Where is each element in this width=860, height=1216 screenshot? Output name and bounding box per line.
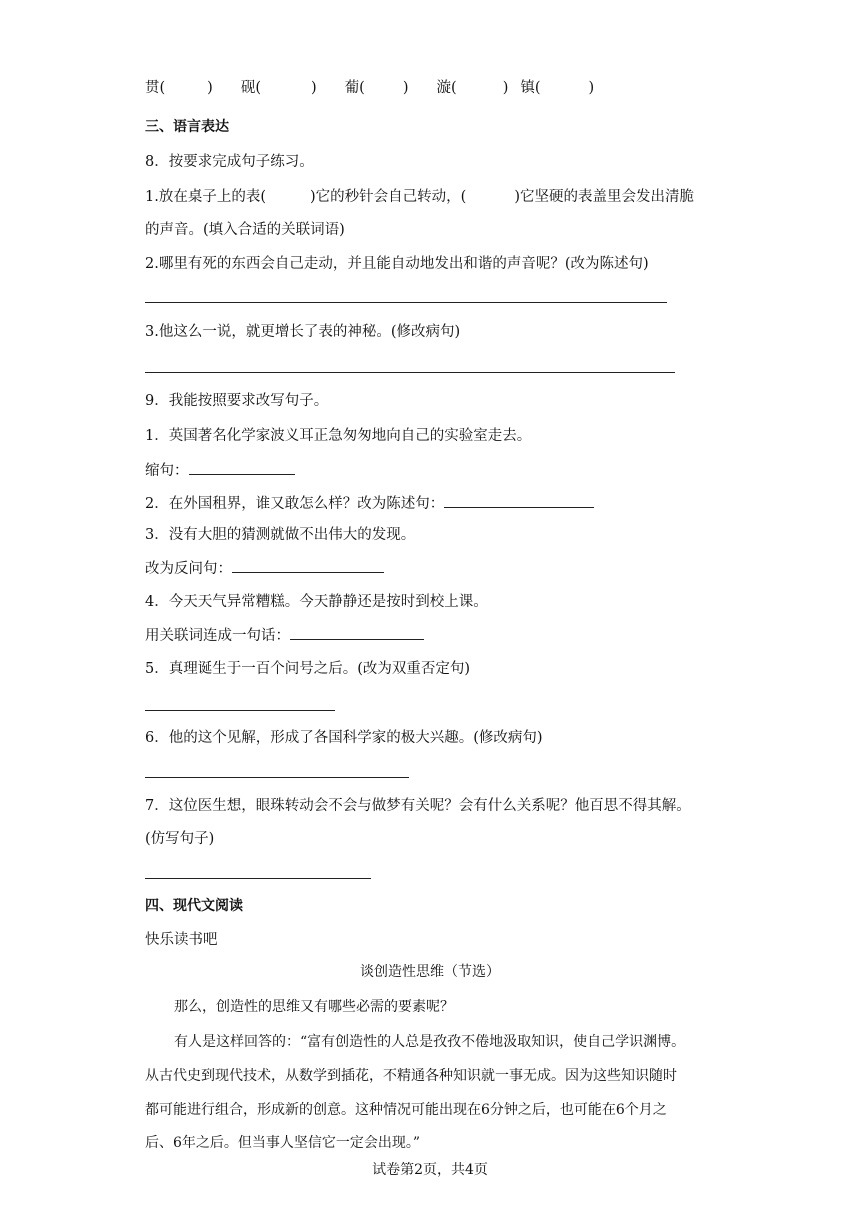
section-title: 四、现代文阅读: [145, 898, 243, 914]
section-title: 三、语言表达: [145, 119, 229, 135]
char-fill-row: [145, 78, 594, 98]
question-sentence: 3．没有大胆的猜测就做不出伟大的发现。: [145, 527, 416, 543]
char-item: 贯( ): [145, 80, 213, 96]
article-paragraph: 有人是这样回答的：“富有创造性的人总是孜孜不倦地汲取知识，使自己学识渊博。: [174, 1034, 686, 1050]
answer-line[interactable]: [145, 302, 667, 303]
answer-prompt: 2．在外国租界，谁又敢怎么样？改为陈述句：: [145, 493, 594, 514]
answer-blank[interactable]: [232, 558, 384, 573]
answer-blank[interactable]: [444, 493, 594, 508]
answer-line[interactable]: [145, 710, 335, 711]
question-sentence: 1.放在桌子上的表( )它的秒针会自己转动，( )它坚硬的表盖里会发出清脆: [145, 189, 694, 205]
answer-line[interactable]: [145, 372, 675, 373]
section-subtitle: 快乐读书吧: [145, 932, 218, 948]
char-item: 葡( ): [344, 80, 409, 96]
article-paragraph: 那么，创造性的思维又有哪些必需的要素呢？: [174, 999, 454, 1015]
question-sentence: 3.他这么一说，就更增长了表的神秘。(修改病句): [145, 324, 461, 340]
answer-line[interactable]: [145, 777, 409, 778]
question-sentence: 7．这位医生想，眼珠转动会不会与做梦有关呢？会有什么关系呢？他百思不得其解。: [145, 798, 691, 814]
question-sentence: 的声音。(填入合适的关联词语): [145, 222, 345, 238]
question-sentence: 6．他的这个见解，形成了各国科学家的极大兴趣。(修改病句): [145, 730, 543, 746]
char-item: 砚( ): [240, 80, 317, 96]
article-paragraph: 从古代史到现代技术，从数学到插花，不精通各种知识就一事无成。因为这些知识随时: [145, 1068, 677, 1084]
page-footer: 试卷第2页，共4页: [372, 1162, 488, 1178]
answer-prompt: 用关联词连成一句话：: [145, 625, 424, 646]
question-sentence: 1．英国著名化学家波义耳正急匆匆地向自己的实验室走去。: [145, 428, 532, 444]
question-intro: 8．按要求完成句子练习。: [145, 154, 314, 170]
question-intro: 9．我能按照要求改写句子。: [145, 393, 329, 409]
question-sentence: (仿写句子): [145, 831, 215, 847]
article-title: 谈创造性思维（节选）: [360, 964, 500, 980]
question-sentence: 2.哪里有死的东西会自己走动，并且能自动地发出和谐的声音呢？(改为陈述句): [145, 256, 649, 272]
answer-line[interactable]: [145, 878, 371, 879]
answer-blank[interactable]: [290, 625, 424, 640]
answer-prompt: 改为反问句：: [145, 558, 384, 579]
question-sentence: 4．今天天气异常糟糕。今天静静还是按时到校上课。: [145, 594, 488, 610]
question-sentence: 5．真理诞生于一百个问号之后。(改为双重否定句): [145, 661, 471, 677]
answer-blank[interactable]: [189, 460, 295, 475]
article-paragraph: 后、6年之后。但当事人坚信它一定会出现。”: [145, 1135, 421, 1151]
char-item: 漩( ): [436, 80, 509, 96]
answer-prompt: 缩句：: [145, 460, 295, 481]
char-item: 镇( ): [520, 80, 595, 96]
article-paragraph: 都可能进行组合，形成新的创意。这种情况可能出现在6分钟之后，也可能在6个月之: [145, 1102, 667, 1118]
